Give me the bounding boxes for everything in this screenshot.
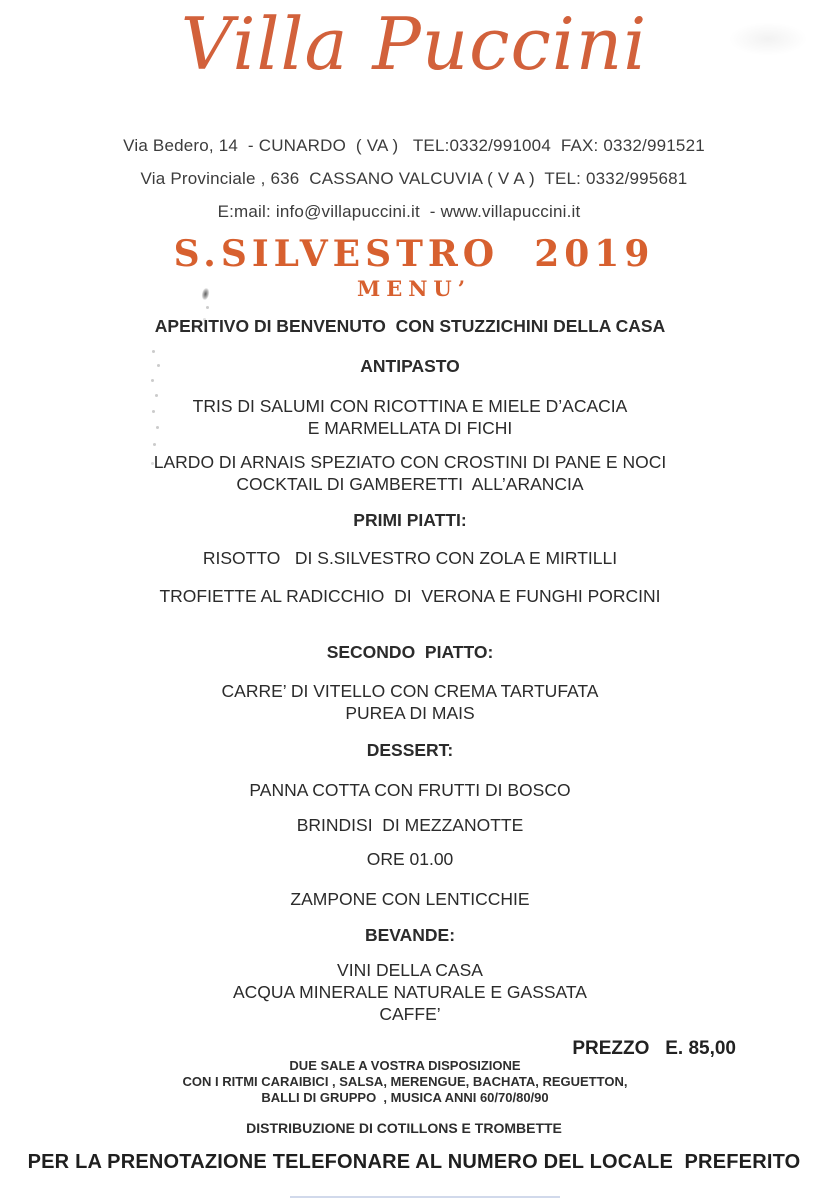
- menu-header-bevande: BEVANDE:: [364, 925, 456, 945]
- menu-item: E MARMELLATA DI FICHI: [307, 418, 513, 438]
- menu-item: BRINDISI DI MEZZANOTTE: [296, 815, 524, 835]
- venue-info-line: BALLI DI GRUPPO , MUSICA ANNI 60/70/80/90: [261, 1090, 549, 1105]
- scan-line-artifact: [290, 1196, 560, 1198]
- menu-header-primi-piatti: PRIMI PIATTI:: [353, 510, 467, 530]
- menu-item: TRIS DI SALUMI CON RICOTTINA E MIELE D’ACACIA: [192, 396, 628, 416]
- menu-header-aperitivo: APERITIVO DI BENVENUTO CON STUZZICHINI DELLA CASA: [154, 316, 666, 336]
- menu-item: ORE 01.00: [366, 849, 454, 869]
- venue-info-line: CON I RITMI CARAIBICI , SALSA, MERENGUE, BACHATA, REGUETTON,: [182, 1074, 628, 1089]
- menu-item: ACQUA MINERALE NATURALE E GASSATA: [233, 982, 587, 1002]
- address-line-1: Via Bedero, 14 - CUNARDO ( VA ) TEL:0332/991004 FAX: 0332/991521: [123, 136, 705, 155]
- menu-item: CAFFE’: [379, 1004, 441, 1024]
- menu-item: LARDO DI ARNAIS SPEZIATO CON CROSTINI DI PANE E NOCI: [153, 452, 667, 472]
- venue-info-line: DISTRIBUZIONE DI COTILLONS E TROMBETTE: [246, 1120, 562, 1136]
- menu-item: TROFIETTE AL RADICCHIO DI VERONA E FUNGHI PORCINI: [159, 586, 661, 606]
- contact-line: E:mail: info@villapuccini.it - www.villapuccini.it: [217, 202, 581, 221]
- menu-item: PANNA COTTA CON FRUTTI DI BOSCO: [249, 780, 571, 800]
- booking-notice: PER LA PRENOTAZIONE TELEFONARE AL NUMERO DEL LOCALE PREFERITO: [27, 1151, 801, 1173]
- menu-item: PUREA DI MAIS: [345, 703, 475, 723]
- menu-item: CARRE’ DI VITELLO CON CREMA TARTUFATA: [221, 681, 599, 701]
- event-title: S.SILVESTRO 2019: [173, 233, 655, 275]
- menu-item: ZAMPONE CON LENTICCHIE: [290, 889, 530, 909]
- event-subtitle: MENU’: [356, 276, 472, 301]
- address-line-2: Via Provinciale , 636 CASSANO VALCUVIA ( V A ) TEL: 0332/995681: [140, 169, 688, 188]
- menu-header-antipasto: ANTIPASTO: [360, 356, 460, 376]
- scan-dot-artifact: [151, 379, 154, 382]
- menu-item: VINI DELLA CASA: [337, 960, 483, 980]
- restaurant-name: Villa Puccini: [180, 2, 648, 86]
- scan-dot-artifact: [153, 443, 156, 446]
- venue-info-line: DUE SALE A VOSTRA DISPOSIZIONE: [289, 1058, 521, 1073]
- price: PREZZO E. 85,00: [572, 1038, 736, 1059]
- menu-item: RISOTTO DI S.SILVESTRO CON ZOLA E MIRTILLI: [202, 548, 618, 568]
- menu-item: COCKTAIL DI GAMBERETTI ALL’ARANCIA: [236, 474, 584, 494]
- menu-header-dessert: DESSERT:: [366, 740, 454, 760]
- scan-dot-artifact: [206, 306, 209, 309]
- menu-header-secondo-piatto: SECONDO PIATTO:: [326, 642, 494, 662]
- scan-dot-artifact: [152, 350, 155, 353]
